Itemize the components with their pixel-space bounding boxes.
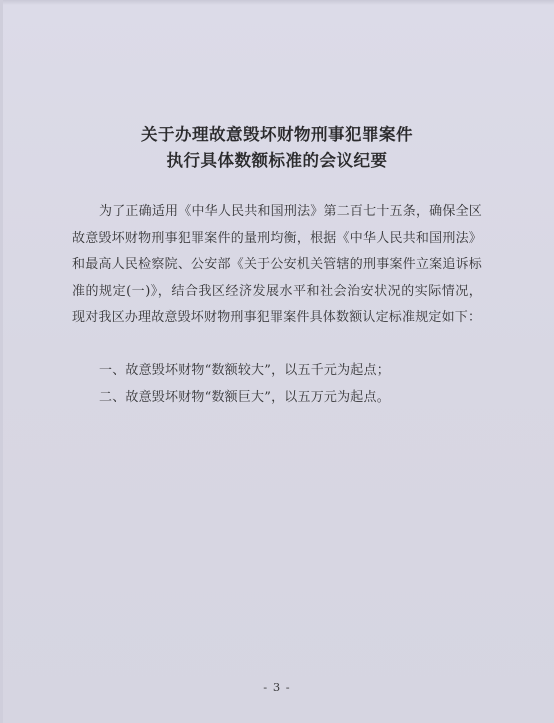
document-body-paragraph: 为了正确适用《中华人民共和国刑法》第二百七十五条，确保全区故意毁坏财物刑事犯罪案件的量刑均衡，根据《中华人民共和国刑法》和最高人民检察院、公安部《关于公安机关管辖的刑事案件立案追诉标准的规定(一)》，结合我区经济发展水平和社会治安状况的实际情况，现对我区办理故意毁坏财物刑事犯罪案件具体数额认定标准规定如下： [72,204,482,325]
page-number: - 3 - [263,680,291,694]
scan-left-edge [0,0,3,723]
standard-item-2: 二、故意毁坏财物“数额巨大”，以五万元为起点。 [99,389,390,405]
standard-item-1: 一、故意毁坏财物“数额较大”，以五千元为起点； [99,363,390,378]
document-title-line-2: 执行具体数额标准的会议纪要 [166,151,388,170]
scan-top-edge [0,0,554,5]
document-title-line-1: 关于办理故意毁坏财物刑事犯罪案件 [141,125,413,144]
